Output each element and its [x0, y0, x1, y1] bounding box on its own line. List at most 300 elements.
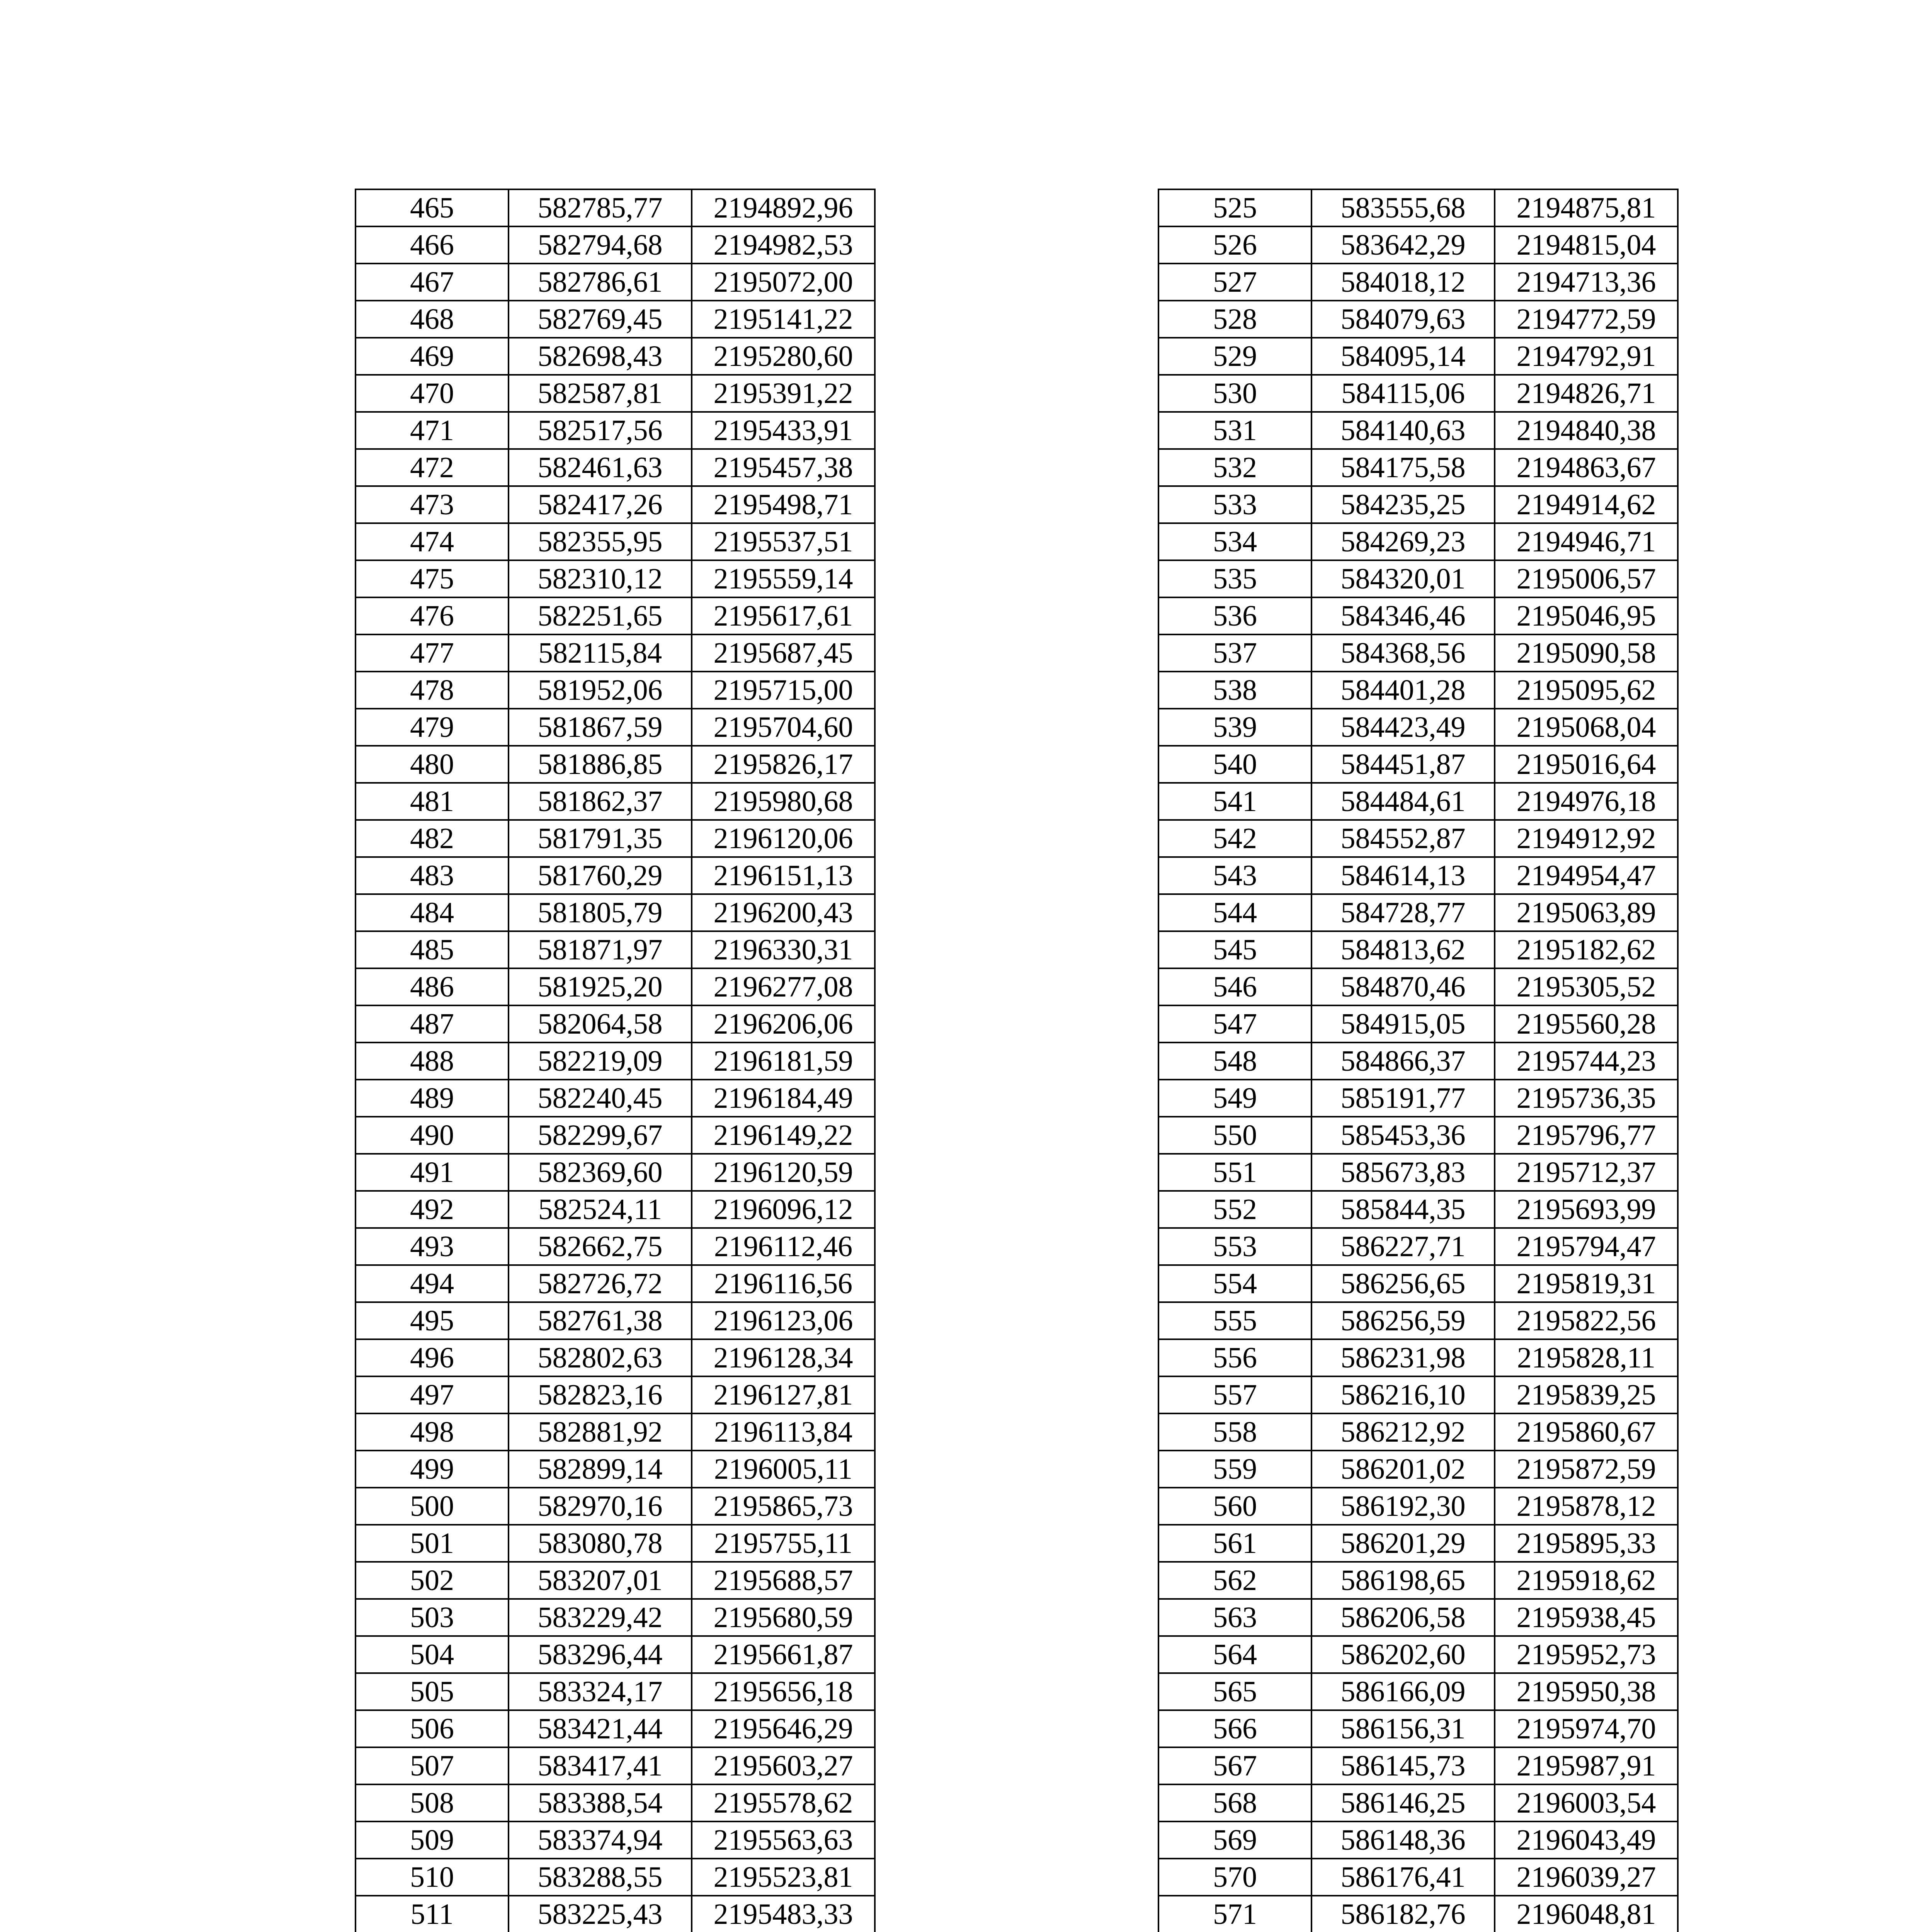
point-number-cell: 560	[1158, 1488, 1311, 1525]
point-number-cell: 474	[356, 523, 509, 560]
table-row	[1158, 412, 1678, 449]
table-row	[1158, 597, 1678, 634]
x-coordinate-cell: 582899,14	[509, 1451, 692, 1488]
table-row	[356, 783, 875, 820]
x-coordinate-cell: 584368,56	[1311, 634, 1495, 672]
table-row	[1158, 1525, 1678, 1562]
x-coordinate-cell: 584115,06	[1311, 375, 1495, 412]
x-coordinate-cell: 581871,97	[509, 931, 692, 968]
table-row	[1158, 709, 1678, 746]
table-row	[356, 1117, 875, 1154]
point-number-cell: 509	[356, 1821, 509, 1859]
x-coordinate-cell: 583555,68	[1311, 189, 1495, 226]
y-coordinate-cell: 2195560,28	[1495, 1005, 1678, 1043]
x-coordinate-cell: 582698,43	[509, 338, 692, 375]
y-coordinate-cell: 2196128,34	[692, 1339, 875, 1376]
y-coordinate-cell: 2195704,60	[692, 709, 875, 746]
x-coordinate-cell: 582251,65	[509, 597, 692, 634]
table-row	[1158, 783, 1678, 820]
x-coordinate-cell: 585191,77	[1311, 1080, 1495, 1117]
x-coordinate-cell: 582802,63	[509, 1339, 692, 1376]
table-row	[1158, 523, 1678, 560]
point-number-cell: 467	[356, 264, 509, 301]
y-coordinate-cell: 2196120,06	[692, 820, 875, 857]
point-number-cell: 506	[356, 1710, 509, 1747]
point-number-cell: 497	[356, 1376, 509, 1413]
table-row	[356, 338, 875, 375]
x-coordinate-cell: 584484,61	[1311, 783, 1495, 820]
point-number-cell: 489	[356, 1080, 509, 1117]
point-number-cell: 561	[1158, 1525, 1311, 1562]
table-row	[1158, 226, 1678, 264]
x-coordinate-cell: 582115,84	[509, 634, 692, 672]
x-coordinate-cell: 584614,13	[1311, 857, 1495, 894]
y-coordinate-cell: 2195523,81	[692, 1859, 875, 1896]
x-coordinate-cell: 582587,81	[509, 375, 692, 412]
x-coordinate-cell: 584235,25	[1311, 486, 1495, 523]
point-number-cell: 551	[1158, 1154, 1311, 1191]
x-coordinate-cell: 584320,01	[1311, 560, 1495, 597]
table-row	[1158, 1302, 1678, 1339]
x-coordinate-cell: 584175,58	[1311, 449, 1495, 486]
point-number-cell: 536	[1158, 597, 1311, 634]
point-number-cell: 525	[1158, 189, 1311, 226]
y-coordinate-cell: 2196123,06	[692, 1302, 875, 1339]
x-coordinate-cell: 586212,92	[1311, 1413, 1495, 1451]
x-coordinate-cell: 582461,63	[509, 449, 692, 486]
point-number-cell: 478	[356, 672, 509, 709]
y-coordinate-cell: 2195656,18	[692, 1673, 875, 1710]
point-number-cell: 565	[1158, 1673, 1311, 1710]
point-number-cell: 491	[356, 1154, 509, 1191]
point-number-cell: 552	[1158, 1191, 1311, 1228]
point-number-cell: 555	[1158, 1302, 1311, 1339]
x-coordinate-cell: 584423,49	[1311, 709, 1495, 746]
x-coordinate-cell: 582881,92	[509, 1413, 692, 1451]
x-coordinate-cell: 584269,23	[1311, 523, 1495, 560]
table-row	[356, 1710, 875, 1747]
x-coordinate-cell: 583324,17	[509, 1673, 692, 1710]
x-coordinate-cell: 584401,28	[1311, 672, 1495, 709]
table-row	[356, 412, 875, 449]
point-number-cell: 541	[1158, 783, 1311, 820]
coordinate-table-right	[1158, 189, 1679, 1932]
y-coordinate-cell: 2196039,27	[1495, 1859, 1678, 1896]
point-number-cell: 550	[1158, 1117, 1311, 1154]
y-coordinate-cell: 2195680,59	[692, 1599, 875, 1636]
point-number-cell: 535	[1158, 560, 1311, 597]
x-coordinate-cell: 582240,45	[509, 1080, 692, 1117]
point-number-cell: 543	[1158, 857, 1311, 894]
x-coordinate-cell: 582794,68	[509, 226, 692, 264]
table-row	[356, 1451, 875, 1488]
x-coordinate-cell: 582524,11	[509, 1191, 692, 1228]
x-coordinate-cell: 584552,87	[1311, 820, 1495, 857]
point-number-cell: 545	[1158, 931, 1311, 968]
y-coordinate-cell: 2195068,04	[1495, 709, 1678, 746]
table-row	[356, 189, 875, 226]
table-row	[356, 449, 875, 486]
y-coordinate-cell: 2195796,77	[1495, 1117, 1678, 1154]
table-row	[356, 1599, 875, 1636]
point-number-cell: 505	[356, 1673, 509, 1710]
y-coordinate-cell: 2194826,71	[1495, 375, 1678, 412]
point-number-cell: 548	[1158, 1043, 1311, 1080]
table-row	[356, 746, 875, 783]
table-row	[1158, 1005, 1678, 1043]
y-coordinate-cell: 2196206,06	[692, 1005, 875, 1043]
point-number-cell: 570	[1158, 1859, 1311, 1896]
point-number-cell: 504	[356, 1636, 509, 1673]
y-coordinate-cell: 2195182,62	[1495, 931, 1678, 968]
x-coordinate-cell: 586256,65	[1311, 1265, 1495, 1302]
point-number-cell: 553	[1158, 1228, 1311, 1265]
y-coordinate-cell: 2196330,31	[692, 931, 875, 968]
x-coordinate-cell: 582823,16	[509, 1376, 692, 1413]
y-coordinate-cell: 2195755,11	[692, 1525, 875, 1562]
point-number-cell: 547	[1158, 1005, 1311, 1043]
point-number-cell: 554	[1158, 1265, 1311, 1302]
table-row	[1158, 264, 1678, 301]
y-coordinate-cell: 2195974,70	[1495, 1710, 1678, 1747]
point-number-cell: 562	[1158, 1562, 1311, 1599]
y-coordinate-cell: 2194713,36	[1495, 264, 1678, 301]
table-row	[1158, 1859, 1678, 1896]
y-coordinate-cell: 2196112,46	[692, 1228, 875, 1265]
x-coordinate-cell: 585844,35	[1311, 1191, 1495, 1228]
x-coordinate-cell: 582310,12	[509, 560, 692, 597]
y-coordinate-cell: 2196096,12	[692, 1191, 875, 1228]
point-number-cell: 473	[356, 486, 509, 523]
x-coordinate-cell: 581952,06	[509, 672, 692, 709]
table-row	[1158, 1896, 1678, 1932]
y-coordinate-cell: 2195537,51	[692, 523, 875, 560]
y-coordinate-cell: 2195046,95	[1495, 597, 1678, 634]
point-number-cell: 569	[1158, 1821, 1311, 1859]
table-row	[356, 968, 875, 1005]
point-number-cell: 469	[356, 338, 509, 375]
point-number-cell: 477	[356, 634, 509, 672]
x-coordinate-cell: 584813,62	[1311, 931, 1495, 968]
y-coordinate-cell: 2195878,12	[1495, 1488, 1678, 1525]
y-coordinate-cell: 2194954,47	[1495, 857, 1678, 894]
point-number-cell: 530	[1158, 375, 1311, 412]
x-coordinate-cell: 583288,55	[509, 1859, 692, 1896]
table-row	[1158, 857, 1678, 894]
table-row	[356, 1673, 875, 1710]
y-coordinate-cell: 2195433,91	[692, 412, 875, 449]
y-coordinate-cell: 2196043,49	[1495, 1821, 1678, 1859]
table-row	[1158, 1562, 1678, 1599]
point-number-cell: 568	[1158, 1784, 1311, 1821]
y-coordinate-cell: 2194982,53	[692, 226, 875, 264]
x-coordinate-cell: 583229,42	[509, 1599, 692, 1636]
y-coordinate-cell: 2194946,71	[1495, 523, 1678, 560]
table-row	[356, 523, 875, 560]
table-row	[356, 1896, 875, 1932]
point-number-cell: 527	[1158, 264, 1311, 301]
point-number-cell: 481	[356, 783, 509, 820]
point-number-cell: 476	[356, 597, 509, 634]
y-coordinate-cell: 2195938,45	[1495, 1599, 1678, 1636]
y-coordinate-cell: 2196151,13	[692, 857, 875, 894]
x-coordinate-cell: 583417,41	[509, 1747, 692, 1784]
point-number-cell: 531	[1158, 412, 1311, 449]
x-coordinate-cell: 585673,83	[1311, 1154, 1495, 1191]
x-coordinate-cell: 586176,41	[1311, 1859, 1495, 1896]
x-coordinate-cell: 586156,31	[1311, 1710, 1495, 1747]
y-coordinate-cell: 2195918,62	[1495, 1562, 1678, 1599]
table-row	[356, 1413, 875, 1451]
x-coordinate-cell: 582662,75	[509, 1228, 692, 1265]
x-coordinate-cell: 583207,01	[509, 1562, 692, 1599]
x-coordinate-cell: 586148,36	[1311, 1821, 1495, 1859]
point-number-cell: 465	[356, 189, 509, 226]
y-coordinate-cell: 2195860,67	[1495, 1413, 1678, 1451]
y-coordinate-cell: 2195603,27	[692, 1747, 875, 1784]
table-row	[1158, 1154, 1678, 1191]
point-number-cell: 479	[356, 709, 509, 746]
table-row	[1158, 1599, 1678, 1636]
x-coordinate-cell: 586145,73	[1311, 1747, 1495, 1784]
y-coordinate-cell: 2195693,99	[1495, 1191, 1678, 1228]
point-number-cell: 532	[1158, 449, 1311, 486]
x-coordinate-cell: 586206,58	[1311, 1599, 1495, 1636]
point-number-cell: 493	[356, 1228, 509, 1265]
point-number-cell: 544	[1158, 894, 1311, 931]
point-number-cell: 558	[1158, 1413, 1311, 1451]
y-coordinate-cell: 2195819,31	[1495, 1265, 1678, 1302]
point-number-cell: 546	[1158, 968, 1311, 1005]
table-row	[356, 597, 875, 634]
coordinate-table-body	[356, 189, 875, 1932]
y-coordinate-cell: 2195646,29	[692, 1710, 875, 1747]
x-coordinate-cell: 582517,56	[509, 412, 692, 449]
x-coordinate-cell: 582355,95	[509, 523, 692, 560]
point-number-cell: 492	[356, 1191, 509, 1228]
x-coordinate-cell: 586202,60	[1311, 1636, 1495, 1673]
x-coordinate-cell: 583388,54	[509, 1784, 692, 1821]
point-number-cell: 487	[356, 1005, 509, 1043]
table-row	[356, 1191, 875, 1228]
x-coordinate-cell: 581886,85	[509, 746, 692, 783]
table-row	[1158, 672, 1678, 709]
table-row	[356, 1488, 875, 1525]
point-number-cell: 566	[1158, 1710, 1311, 1747]
x-coordinate-cell: 584728,77	[1311, 894, 1495, 931]
y-coordinate-cell: 2195688,57	[692, 1562, 875, 1599]
table-row	[356, 1080, 875, 1117]
y-coordinate-cell: 2194863,67	[1495, 449, 1678, 486]
y-coordinate-cell: 2195865,73	[692, 1488, 875, 1525]
point-number-cell: 485	[356, 931, 509, 968]
x-coordinate-cell: 583296,44	[509, 1636, 692, 1673]
point-number-cell: 468	[356, 301, 509, 338]
table-row	[356, 1859, 875, 1896]
y-coordinate-cell: 2195794,47	[1495, 1228, 1678, 1265]
x-coordinate-cell: 583421,44	[509, 1710, 692, 1747]
y-coordinate-cell: 2195687,45	[692, 634, 875, 672]
point-number-cell: 537	[1158, 634, 1311, 672]
x-coordinate-cell: 584866,37	[1311, 1043, 1495, 1080]
x-coordinate-cell: 583225,43	[509, 1896, 692, 1932]
x-coordinate-cell: 585453,36	[1311, 1117, 1495, 1154]
table-row	[356, 709, 875, 746]
x-coordinate-cell: 582219,09	[509, 1043, 692, 1080]
table-row	[1158, 1636, 1678, 1673]
y-coordinate-cell: 2195141,22	[692, 301, 875, 338]
point-number-cell: 511	[356, 1896, 509, 1932]
y-coordinate-cell: 2196120,59	[692, 1154, 875, 1191]
table-row	[356, 1636, 875, 1673]
point-number-cell: 501	[356, 1525, 509, 1562]
y-coordinate-cell: 2195715,00	[692, 672, 875, 709]
y-coordinate-cell: 2195498,71	[692, 486, 875, 523]
point-number-cell: 499	[356, 1451, 509, 1488]
table-row	[356, 634, 875, 672]
point-number-cell: 526	[1158, 226, 1311, 264]
y-coordinate-cell: 2195483,33	[692, 1896, 875, 1932]
y-coordinate-cell: 2196127,81	[692, 1376, 875, 1413]
x-coordinate-cell: 586192,30	[1311, 1488, 1495, 1525]
table-row	[356, 1376, 875, 1413]
y-coordinate-cell: 2196003,54	[1495, 1784, 1678, 1821]
table-row	[356, 1302, 875, 1339]
y-coordinate-cell: 2194912,92	[1495, 820, 1678, 857]
x-coordinate-cell: 586166,09	[1311, 1673, 1495, 1710]
table-row	[356, 1747, 875, 1784]
y-coordinate-cell: 2195839,25	[1495, 1376, 1678, 1413]
table-row	[356, 1784, 875, 1821]
table-row	[356, 486, 875, 523]
y-coordinate-cell: 2195736,35	[1495, 1080, 1678, 1117]
y-coordinate-cell: 2196116,56	[692, 1265, 875, 1302]
table-row	[1158, 449, 1678, 486]
point-number-cell: 486	[356, 968, 509, 1005]
x-coordinate-cell: 586198,65	[1311, 1562, 1495, 1599]
table-row	[1158, 894, 1678, 931]
x-coordinate-cell: 581925,20	[509, 968, 692, 1005]
point-number-cell: 538	[1158, 672, 1311, 709]
y-coordinate-cell: 2195563,63	[692, 1821, 875, 1859]
x-coordinate-cell: 586201,02	[1311, 1451, 1495, 1488]
table-row	[1158, 375, 1678, 412]
point-number-cell: 567	[1158, 1747, 1311, 1784]
table-row	[1158, 1117, 1678, 1154]
table-row	[356, 560, 875, 597]
table-row	[356, 1154, 875, 1191]
x-coordinate-cell: 584451,87	[1311, 746, 1495, 783]
point-number-cell: 542	[1158, 820, 1311, 857]
y-coordinate-cell: 2195661,87	[692, 1636, 875, 1673]
point-number-cell: 480	[356, 746, 509, 783]
point-number-cell: 533	[1158, 486, 1311, 523]
table-row	[1158, 301, 1678, 338]
x-coordinate-cell: 581862,37	[509, 783, 692, 820]
y-coordinate-cell: 2195457,38	[692, 449, 875, 486]
x-coordinate-cell: 582970,16	[509, 1488, 692, 1525]
table-row	[1158, 1673, 1678, 1710]
y-coordinate-cell: 2195822,56	[1495, 1302, 1678, 1339]
y-coordinate-cell: 2195826,17	[692, 746, 875, 783]
y-coordinate-cell: 2196181,59	[692, 1043, 875, 1080]
x-coordinate-cell: 582761,38	[509, 1302, 692, 1339]
table-row	[356, 264, 875, 301]
y-coordinate-cell: 2194815,04	[1495, 226, 1678, 264]
table-row	[356, 1562, 875, 1599]
table-row	[1158, 1413, 1678, 1451]
y-coordinate-cell: 2194840,38	[1495, 412, 1678, 449]
x-coordinate-cell: 581867,59	[509, 709, 692, 746]
y-coordinate-cell: 2196277,08	[692, 968, 875, 1005]
point-number-cell: 508	[356, 1784, 509, 1821]
table-row	[1158, 1043, 1678, 1080]
table-row	[1158, 486, 1678, 523]
table-row	[1158, 1191, 1678, 1228]
point-number-cell: 471	[356, 412, 509, 449]
y-coordinate-cell: 2194976,18	[1495, 783, 1678, 820]
x-coordinate-cell: 583080,78	[509, 1525, 692, 1562]
y-coordinate-cell: 2195006,57	[1495, 560, 1678, 597]
x-coordinate-cell: 584018,12	[1311, 264, 1495, 301]
point-number-cell: 559	[1158, 1451, 1311, 1488]
point-number-cell: 571	[1158, 1896, 1311, 1932]
x-coordinate-cell: 586256,59	[1311, 1302, 1495, 1339]
point-number-cell: 540	[1158, 746, 1311, 783]
x-coordinate-cell: 584346,46	[1311, 597, 1495, 634]
point-number-cell: 563	[1158, 1599, 1311, 1636]
table-row	[356, 1005, 875, 1043]
table-row	[356, 226, 875, 264]
x-coordinate-cell: 582786,61	[509, 264, 692, 301]
table-row	[1158, 1265, 1678, 1302]
y-coordinate-cell: 2195712,37	[1495, 1154, 1678, 1191]
table-row	[1158, 1784, 1678, 1821]
table-row	[356, 894, 875, 931]
table-row	[1158, 968, 1678, 1005]
x-coordinate-cell: 584915,05	[1311, 1005, 1495, 1043]
y-coordinate-cell: 2195016,64	[1495, 746, 1678, 783]
point-number-cell: 534	[1158, 523, 1311, 560]
x-coordinate-cell: 584079,63	[1311, 301, 1495, 338]
x-coordinate-cell: 586216,10	[1311, 1376, 1495, 1413]
x-coordinate-cell: 584140,63	[1311, 412, 1495, 449]
y-coordinate-cell: 2195072,00	[692, 264, 875, 301]
point-number-cell: 488	[356, 1043, 509, 1080]
table-row	[356, 1043, 875, 1080]
y-coordinate-cell: 2194914,62	[1495, 486, 1678, 523]
table-row	[1158, 338, 1678, 375]
point-number-cell: 564	[1158, 1636, 1311, 1673]
coordinate-table-left	[355, 189, 876, 1932]
table-row	[1158, 560, 1678, 597]
y-coordinate-cell: 2195559,14	[692, 560, 875, 597]
point-number-cell: 466	[356, 226, 509, 264]
x-coordinate-cell: 581760,29	[509, 857, 692, 894]
table-row	[1158, 1228, 1678, 1265]
x-coordinate-cell: 582299,67	[509, 1117, 692, 1154]
point-number-cell: 510	[356, 1859, 509, 1896]
x-coordinate-cell: 586182,76	[1311, 1896, 1495, 1932]
y-coordinate-cell: 2195980,68	[692, 783, 875, 820]
table-row	[356, 672, 875, 709]
y-coordinate-cell: 2195090,58	[1495, 634, 1678, 672]
y-coordinate-cell: 2196005,11	[692, 1451, 875, 1488]
table-row	[356, 1821, 875, 1859]
table-row	[356, 1525, 875, 1562]
y-coordinate-cell: 2196184,49	[692, 1080, 875, 1117]
point-number-cell: 507	[356, 1747, 509, 1784]
